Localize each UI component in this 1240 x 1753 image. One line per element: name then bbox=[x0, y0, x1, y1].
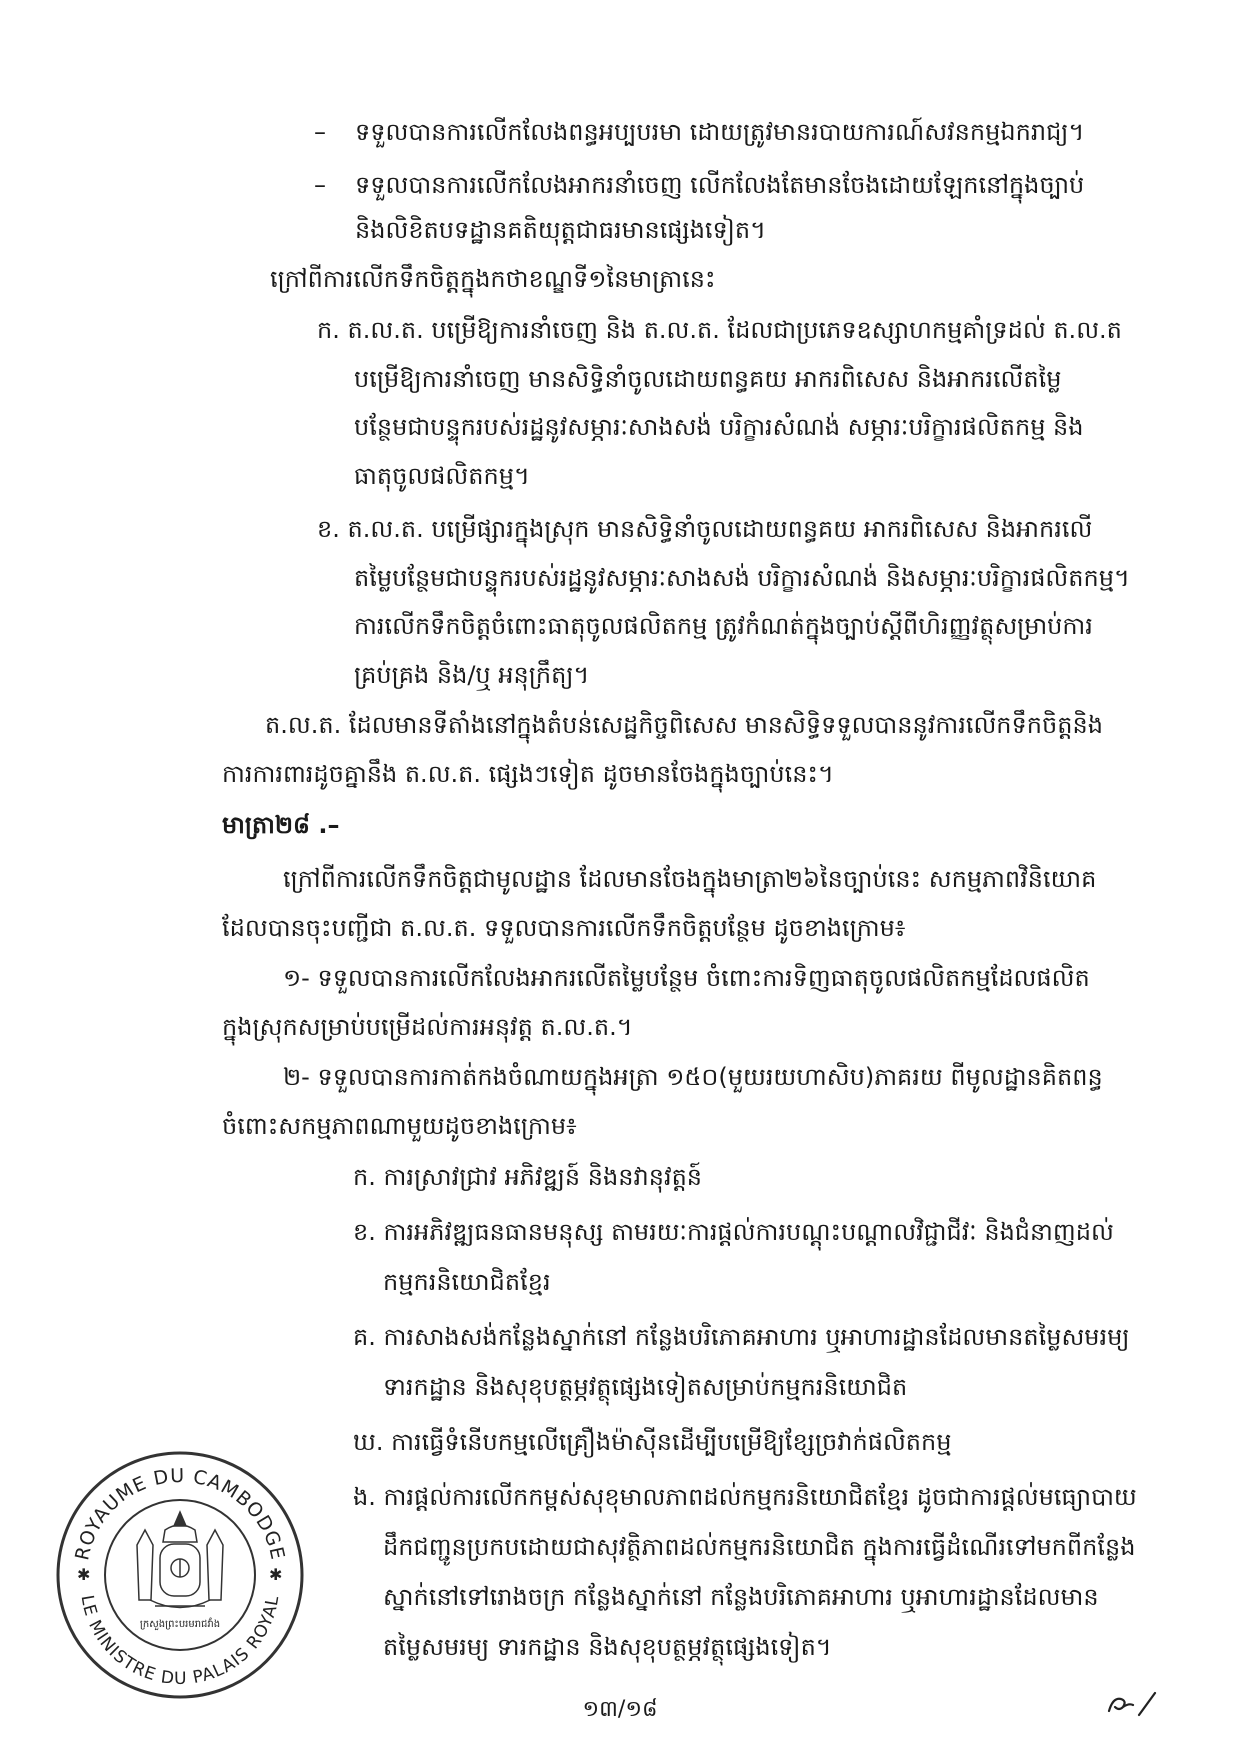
sub-item-ka: ក. ការស្រាវជ្រាវ អភិវឌ្ឍន៍ និងនវានុវត្តន៍ bbox=[353, 1163, 703, 1191]
sub-item-kho: ឃ. ការធ្វើទំនើបកម្មលើគ្រឿងម៉ាស៊ីនដើម្បីបម្រើឱ្យខ្សែច្រវាក់ផលិតកម្ម bbox=[353, 1428, 952, 1456]
list-item-kha: ខ. ត.ល.ត. បម្រើផ្សារក្នុងស្រុក មានសិទ្ធិនាំចូលដោយពន្ធគយ អាករពិសេស និងអាករលើ bbox=[317, 515, 1093, 543]
list-item-ka-cont: បន្ថែមជាបន្ទុករបស់រដ្ឋនូវសម្ភារៈសាងសង់ បរិក្ខារសំណង់ សម្ភារៈបរិក្ខារផលិតកម្ម និង bbox=[354, 413, 1084, 441]
bullet-dash: – bbox=[314, 118, 326, 146]
list-item-kha-cont: តម្លៃបន្ថែមជាបន្ទុករបស់រដ្ឋនូវសម្ភារៈសាងសង់ បរិក្ខារសំណង់ និងសម្ភារៈបរិក្ខារផលិតកម្ម។ bbox=[354, 564, 1130, 592]
royal-seal bbox=[55, 1450, 305, 1700]
list-item-ka-cont: ធាតុចូលផលិតកម្ម។ bbox=[354, 462, 530, 490]
article-intro: ក្រៅពីការលើកទឹកចិត្តជាមូលដ្ឋាន ដែលមានចែងក្នុងមាត្រា២៦នៃច្បាប់នេះ សកម្មភាពវិនិយោគ bbox=[283, 865, 1097, 893]
bullet-text: និងលិខិតបទដ្ឋានគតិយុត្តជាធរមានផ្សេងទៀត។ bbox=[355, 216, 766, 244]
svg-text:✱: ✱ bbox=[269, 1565, 283, 1584]
sub-item-ngo: ង. ការផ្តល់ការលើកកម្ពស់សុខុមាលភាពដល់កម្មករនិយោជិតខ្មែរ ដូចជាការផ្តល់មធ្យោបាយ bbox=[353, 1483, 1137, 1511]
numbered-item-1-cont: ក្នុងស្រុកសម្រាប់បម្រើដល់ការអនុវត្ត ត.ល.ត.។ bbox=[222, 1013, 633, 1041]
seal-bottom-text: LE MINISTRE DU PALAIS ROYAL bbox=[76, 1593, 284, 1690]
article-intro-cont: ដែលបានចុះបញ្ជីជា ត.ល.ត. ទទួលបានការលើកទឹកចិត្តបន្ថែម ដូចខាងក្រោម៖ bbox=[222, 914, 906, 942]
article-heading: មាត្រា២៨ .– bbox=[222, 811, 340, 839]
numbered-item-2: ២- ទទួលបានការកាត់កងចំណាយក្នុងអត្រា ១៥០(មួយរយហាសិប)ភាគរយ ពីមូលដ្ឋានគិតពន្ធ bbox=[283, 1063, 1103, 1091]
sub-item-ko: គ. ការសាងសង់កន្លែងស្នាក់នៅ កន្លែងបរិភោគអាហារ ឬអាហារដ្ឋានដែលមានតម្លៃសមរម្យ bbox=[353, 1323, 1130, 1351]
bullet-text: ទទួលបានការលើកលែងអាករនាំចេញ លើកលែងតែមានចែងដោយឡែកនៅក្នុងច្បាប់ bbox=[355, 171, 1085, 199]
seal-top-text: ROYAUME DU CAMBODGE bbox=[71, 1464, 289, 1563]
seal-inner-label: ក្រសួងព្រះបរមរាជវាំង bbox=[139, 1619, 221, 1630]
page-number: ១៣/១៨ bbox=[582, 1697, 658, 1722]
list-item-kha-cont: គ្រប់គ្រង និង/ឬ អនុក្រឹត្យ។ bbox=[354, 661, 590, 689]
sub-item-ngo-cont: តម្លៃសមរម្យ ទារកដ្ឋាន និងសុខុបត្ថម្ភវត្ថុផ្សេងទៀត។ bbox=[383, 1633, 832, 1661]
list-item-ka: ក. ត.ល.ត. បម្រើឱ្យការនាំចេញ និង ត.ល.ត. ដែលជាប្រភេទឧស្សាហកម្មគាំទ្រដល់ ត.ល.ត bbox=[317, 316, 1122, 344]
paragraph-intro: ក្រៅពីការលើកទឹកចិត្តក្នុងកថាខណ្ឌទី១នៃមាត្រានេះ bbox=[270, 265, 716, 293]
sub-item-kha-cont: កម្មករនិយោជិតខ្មែរ bbox=[383, 1268, 551, 1296]
numbered-item-1: ១- ទទួលបានការលើកលែងអាករលើតម្លៃបន្ថែម ចំពោះការទិញធាតុចូលផលិតកម្មដែលផលិត bbox=[283, 964, 1090, 992]
paragraph-sez-cont: ការការពារដូចគ្នានឹង ត.ល.ត. ផ្សេងៗទៀត ដូចមានចែងក្នុងច្បាប់នេះ។ bbox=[222, 760, 834, 788]
numbered-item-2-cont: ចំពោះសកម្មភាពណាមួយដូចខាងក្រោម៖ bbox=[222, 1112, 577, 1140]
list-item-kha-cont: ការលើកទឹកចិត្តចំពោះធាតុចូលផលិតកម្ម ត្រូវកំណត់ក្នុងច្បាប់ស្តីពីហិរញ្ញវត្ថុសម្រាប់ការ bbox=[354, 612, 1093, 640]
royal-emblem-icon bbox=[137, 1512, 223, 1608]
sub-item-ngo-cont: ស្នាក់នៅទៅរោងចក្រ កន្លែងស្នាក់នៅ កន្លែងបរិភោគអាហារ ឬអាហារដ្ឋានដែលមាន bbox=[383, 1583, 1099, 1611]
svg-text:✱: ✱ bbox=[77, 1565, 91, 1584]
list-item-ka-cont: បម្រើឱ្យការនាំចេញ មានសិទ្ធិនាំចូលដោយពន្ធគយ អាករពិសេស និងអាករលើតម្លៃ bbox=[354, 365, 1062, 393]
handwritten-initials bbox=[1103, 1685, 1163, 1721]
bullet-dash: – bbox=[314, 171, 326, 199]
sub-item-kha: ខ. ការអភិវឌ្ឍធនធានមនុស្ស តាមរយៈការផ្តល់ការបណ្តុះបណ្តាលវិជ្ជាជីវៈ និងជំនាញដល់ bbox=[353, 1218, 1114, 1246]
sub-item-ko-cont: ទារកដ្ឋាន និងសុខុបត្ថម្ភវត្ថុផ្សេងទៀតសម្រាប់កម្មករនិយោជិត bbox=[383, 1373, 908, 1401]
sub-item-ngo-cont: ដឹកជញ្ជូនប្រកបដោយជាសុវត្ថិភាពដល់កម្មករនិយោជិត ក្នុងការធ្វើដំណើរទៅមកពីកន្លែង bbox=[383, 1533, 1136, 1561]
paragraph-sez: ត.ល.ត. ដែលមានទីតាំងនៅក្នុងតំបន់សេដ្ឋកិច្ចពិសេស មានសិទ្ធិទទួលបាននូវការលើកទឹកចិត្តនិង bbox=[265, 711, 1103, 739]
bullet-text: ទទួលបានការលើកលែងពន្ធអប្បបរមា ដោយត្រូវមានរបាយការណ៍សវនកម្មឯករាជ្យ។ bbox=[355, 118, 1085, 146]
